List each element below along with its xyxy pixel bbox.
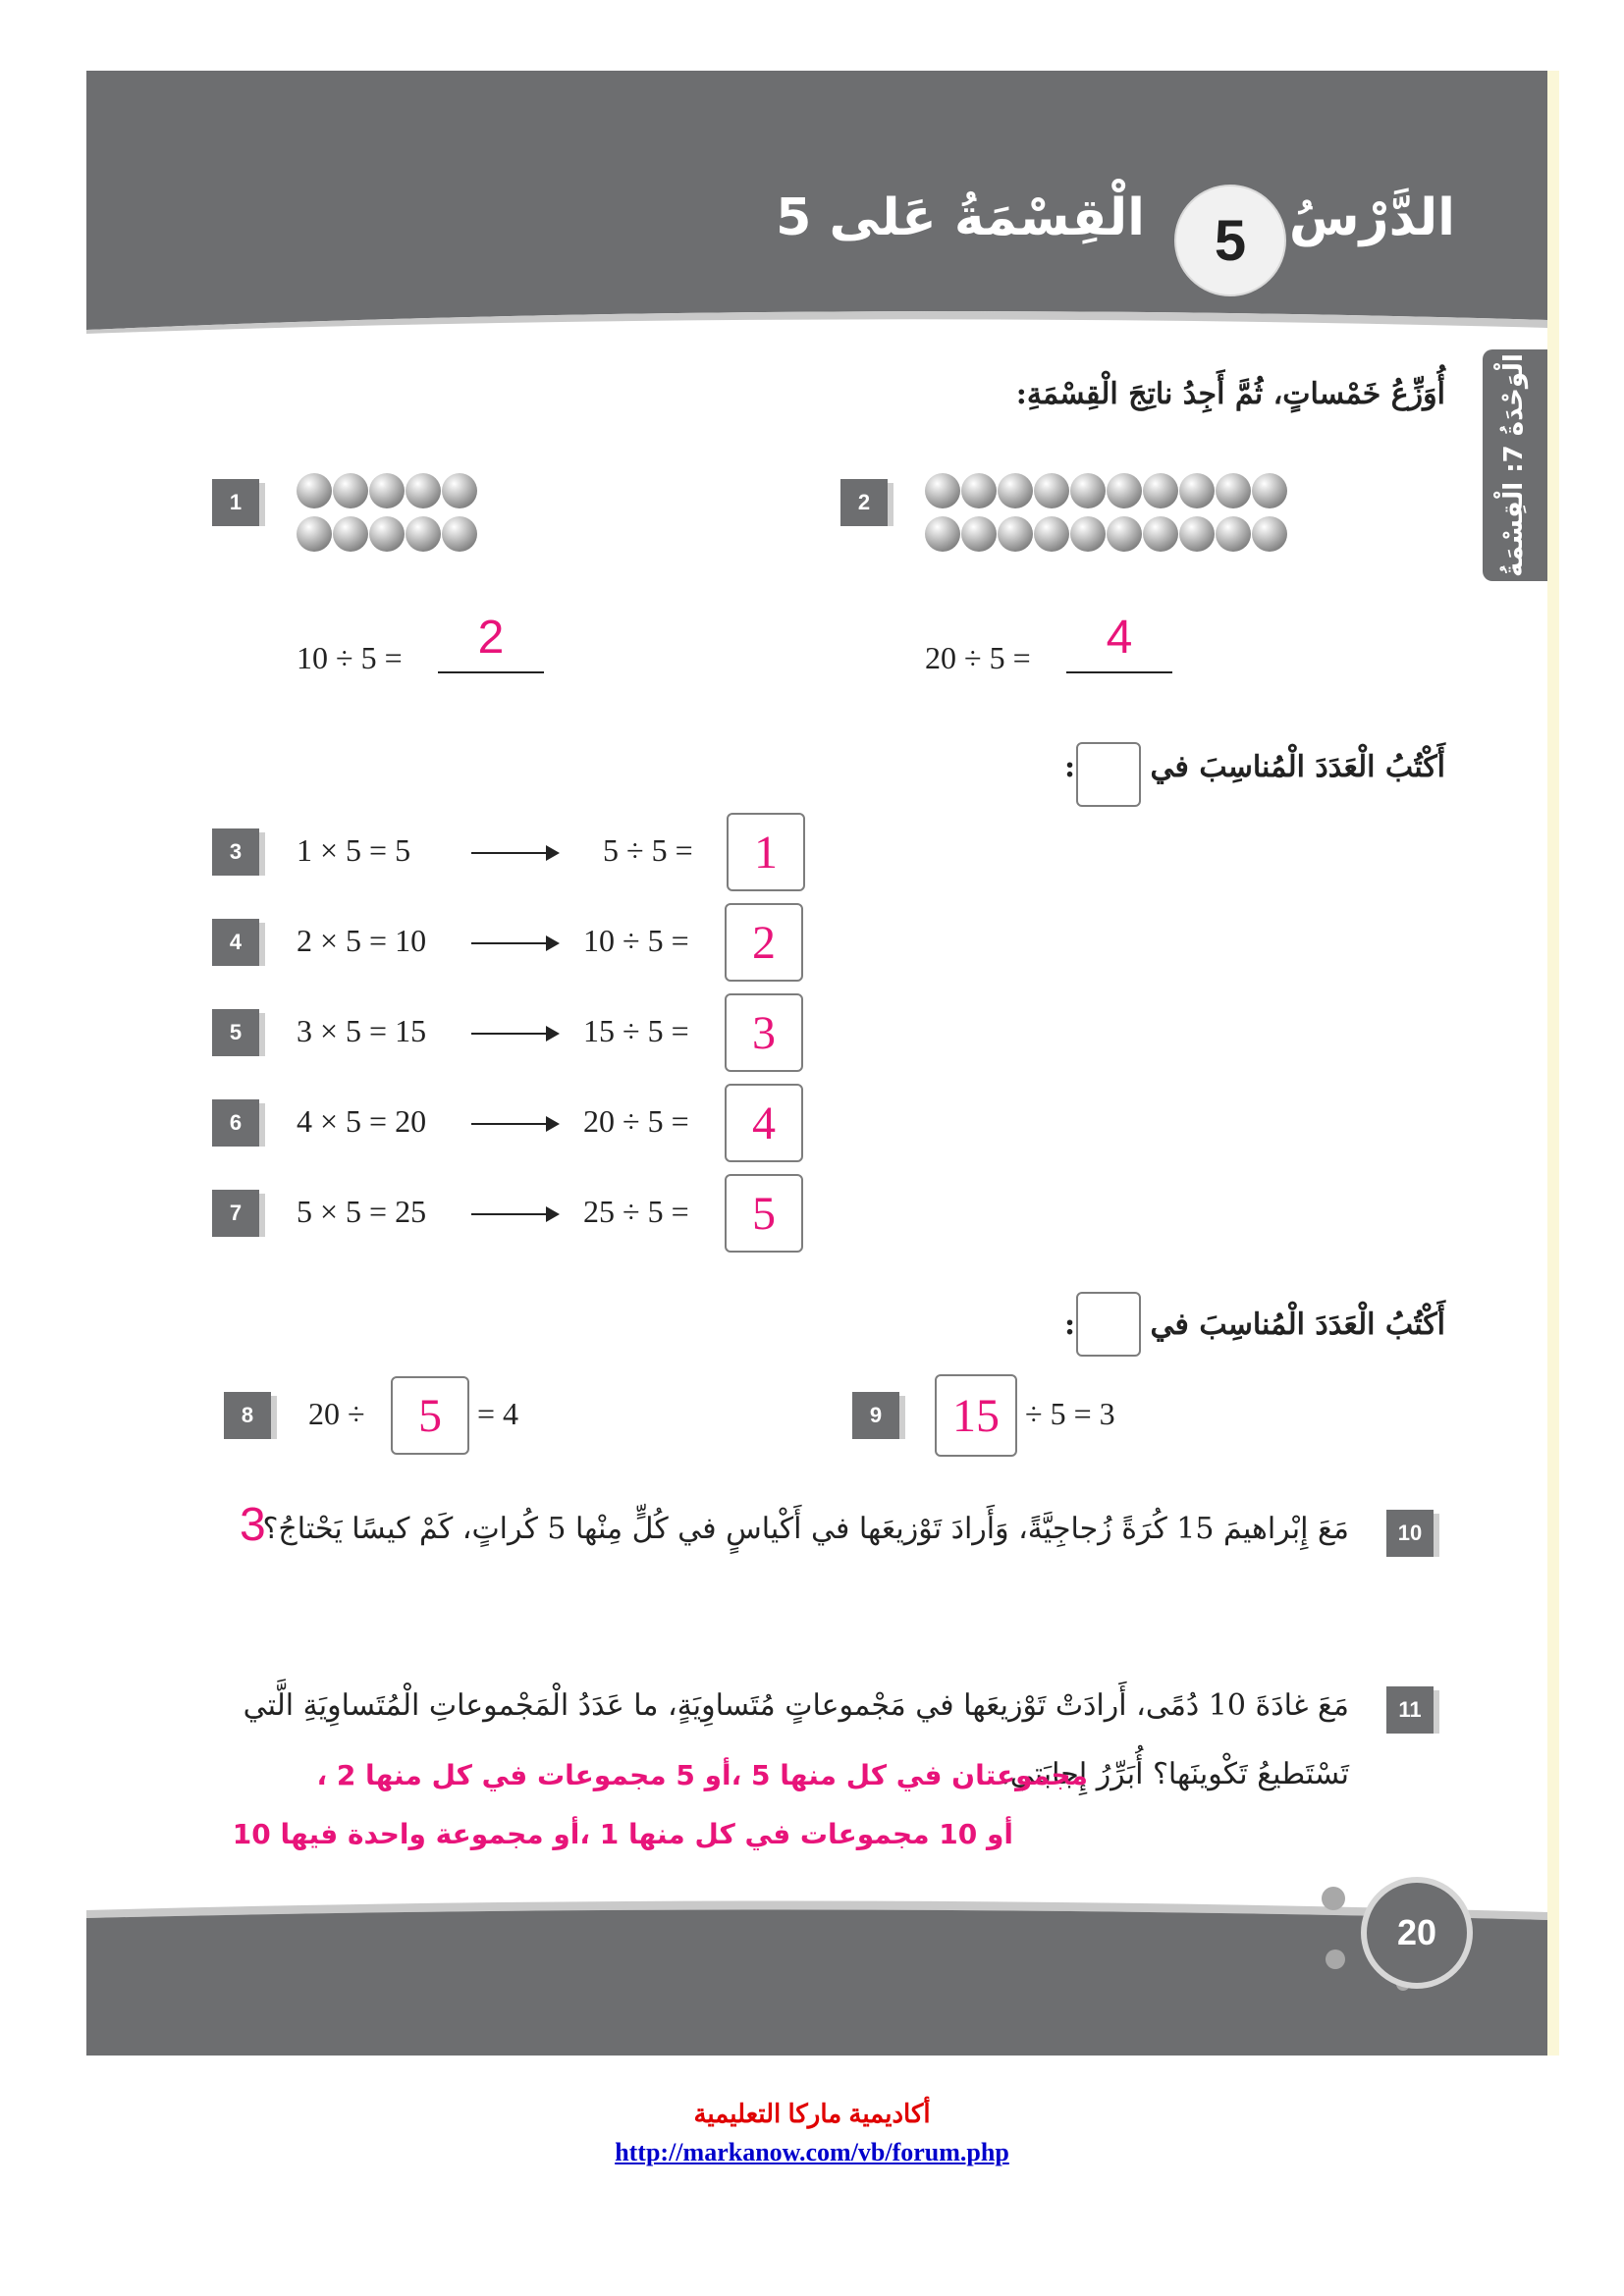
answer-box[interactable]: 15 [935,1374,1017,1457]
balls-group-2 [925,473,1377,556]
ball-icon [1070,473,1106,508]
ball-icon [1179,473,1215,508]
question11-answer-line1[interactable]: مجموعتان في كل منها 5 ،أو 5 مجموعات في كل منها 2 ، [316,1759,1088,1791]
division-fact: 20 ÷ 5 = [583,1103,689,1139]
colon: : [1064,1308,1076,1342]
balls-row [925,473,1377,512]
academy-credit: أكاديمية ماركا التعليمية [693,2099,931,2128]
ball-icon [297,516,332,552]
answer-box[interactable]: 3 [725,993,803,1072]
ball-icon [1107,473,1142,508]
item-number: 11 [1398,1697,1422,1722]
exercise-row [212,1174,821,1253]
item-number: 6 [229,1110,243,1135]
section1-instruction: أُوَزِّعُ خَمْساتٍ، ثُمَّ أَجِدُ ناتِجَ الْقِسْمَةِ: [1015,377,1445,411]
answer-box[interactable]: 1 [727,813,805,891]
ball-icon [1034,473,1069,508]
answer-1: 2 [477,612,505,664]
question11-answer-line2[interactable]: أو 10 مجموعات في كل منها 1 ،أو مجموعة واحدة فيها 10 [232,1818,1013,1850]
box-symbol [1076,742,1141,807]
item-number: 5 [229,1020,243,1044]
multiplication-fact: 1 × 5 = 5 [297,832,411,868]
answer-box[interactable]: 5 [391,1376,469,1455]
answer-box[interactable]: 4 [725,1084,803,1162]
arrow-icon [471,1123,558,1125]
ball-icon [333,473,368,508]
item-number: 7 [229,1201,243,1225]
multiplication-fact: 2 × 5 = 10 [297,923,427,958]
multiplication-fact: 3 × 5 = 15 [297,1013,427,1048]
item-number-badge [840,479,888,526]
arrow-icon [471,1033,558,1035]
ball-icon [369,516,405,552]
unit-side-tab-text [1482,349,1546,581]
division-fact: 10 ÷ 5 = [583,923,689,958]
item-number-badge [1386,1686,1434,1734]
page-number-circle [1361,1877,1473,1989]
answer-box[interactable]: 5 [725,1174,803,1253]
item-number-badge [212,919,259,966]
unit-label: الْوَحْدَةُ 7: الْقِسْمَةُ [1499,353,1530,577]
forum-link[interactable]: http://markanow.com/vb/forum.php [615,2138,1009,2166]
question10-text: مَعَ إِبْراهيمَ 15 كُرَةً زُجاجِيَّةً، وَأَرادَ تَوْزيعَها في أَكْياسٍ في كُلٍّ مِنْها 5 كُراتٍ، كَمْ كيسًا يَحْتاجُ؟ [262,1512,1349,1546]
ball-icon [406,473,441,508]
division-fact: 15 ÷ 5 = [583,1013,689,1048]
header-curve [86,294,1547,334]
item-number: 4 [229,930,243,954]
item-number: 9 [869,1403,883,1427]
balls-row [297,473,552,512]
item8-left: 20 ÷ [308,1396,365,1431]
equation-1: 10 ÷ 5 = [297,640,403,675]
question11-line2: تَسْتَطيعُ تَكْوينَها؟ أُبَرِّرُ إِجابَتي. [1001,1757,1349,1791]
ball-icon [998,516,1033,552]
division-fact: 25 ÷ 5 = [583,1194,689,1229]
item-number-badge [852,1392,899,1439]
lesson-number: 5 [1214,208,1247,273]
item-number-badge [212,479,259,526]
ball-icon [369,473,405,508]
ball-icon [1252,516,1287,552]
ball-icon [1252,473,1287,508]
ball-icon [406,516,441,552]
item-number-badge [212,1190,259,1237]
balls-group-1 [297,473,552,556]
ball-icon [1216,516,1251,552]
question10-answer[interactable]: 3 [240,1499,266,1551]
lesson-title: الْقِسْمَةُ عَلى 5 [776,188,1145,247]
question11-line1: مَعَ غادَةَ 10 دُمًى، أَرادَتْ تَوْزيعَها في مَجْموعاتٍ مُتَساوِيَةٍ، ما عَدَدُ الْمَجْموعاتِ الْمُتَساوِيَةِ الَّتي [243,1688,1349,1723]
footer-band [86,1928,1547,2056]
item-number: 10 [1397,1521,1423,1545]
exercise-row [212,993,821,1072]
ball-icon [961,516,997,552]
box-symbol [1076,1292,1141,1357]
ball-icon [1107,516,1142,552]
ball-icon [442,516,477,552]
forum-link-line [0,2138,1624,2167]
ball-icon [442,473,477,508]
item-number: 8 [241,1403,254,1427]
answer-box[interactable]: 2 [725,903,803,982]
item-number-badge [224,1392,271,1439]
item-number: 2 [857,490,871,514]
ball-icon [1034,516,1069,552]
decor-dot [1326,1949,1345,1969]
answer-blank-2[interactable] [1066,612,1172,673]
colon: : [1064,750,1076,784]
ball-icon [961,473,997,508]
item-number: 1 [229,490,243,514]
item-number-badge [1386,1510,1434,1557]
ball-icon [1143,516,1178,552]
item-number: 3 [229,839,243,864]
lesson-number-circle [1174,185,1286,296]
section3-instruction: أَكْتُبُ الْعَدَدَ الْمُناسِبَ في [1150,1308,1445,1342]
lesson-word: الدَّرْسُ [1288,188,1455,247]
item-number-badge [212,828,259,876]
decor-dot [1322,1887,1345,1910]
page-edge [1547,71,1559,2056]
multiplication-fact: 5 × 5 = 25 [297,1194,427,1229]
item-number-badge [212,1009,259,1056]
exercise-row [212,903,821,982]
ball-icon [1070,516,1106,552]
division-fact: 5 ÷ 5 = [603,832,693,868]
ball-icon [1216,473,1251,508]
equation-2: 20 ÷ 5 = [925,640,1031,675]
ball-icon [333,516,368,552]
ball-icon [925,473,960,508]
ball-icon [1143,473,1178,508]
section2-instruction: أَكْتُبُ الْعَدَدَ الْمُناسِبَ في [1150,750,1445,784]
page-number: 20 [1396,1912,1437,1952]
exercise-row [212,813,821,891]
ball-icon [998,473,1033,508]
answer-blank-1[interactable] [438,612,544,673]
ball-icon [1179,516,1215,552]
arrow-icon [471,1213,558,1215]
arrow-icon [471,852,558,854]
answer-2: 4 [1106,612,1133,664]
item-number-badge [212,1099,259,1147]
ball-icon [925,516,960,552]
balls-row [297,516,552,556]
ball-icon [297,473,332,508]
multiplication-fact: 4 × 5 = 20 [297,1103,427,1139]
exercise-row [212,1084,821,1162]
item8-right: = 4 [477,1396,519,1431]
balls-row [925,516,1377,556]
item9-right: ÷ 5 = 3 [1025,1396,1115,1431]
arrow-icon [471,942,558,944]
